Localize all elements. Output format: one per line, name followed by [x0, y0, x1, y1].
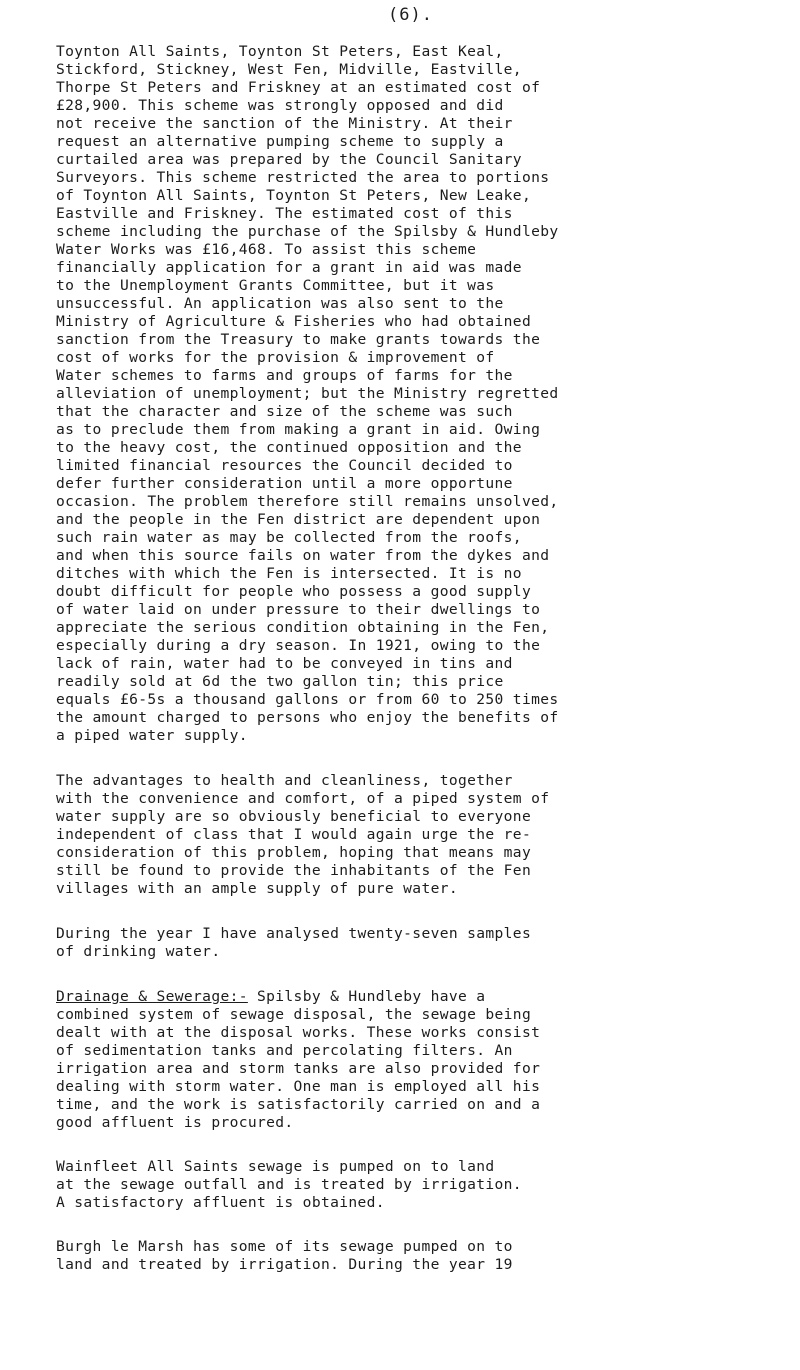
text-line: curtailed area was prepared by the Council Sanitary	[56, 151, 522, 168]
text-line: Water schemes to farms and groups of farms for the	[56, 367, 513, 384]
text-line: a piped water supply.	[56, 727, 248, 744]
text-line: dealing with storm water. One man is employed all his	[56, 1078, 541, 1095]
text-line: to the heavy cost, the continued opposition and the	[56, 439, 522, 456]
text-line: that the character and size of the scheme was such	[56, 403, 513, 420]
text-line: at the sewage outfall and is treated by irrigation.	[56, 1176, 522, 1193]
text-line: villages with an ample supply of pure water.	[56, 880, 458, 897]
text-line: independent of class that I would again urge the re-	[56, 826, 532, 843]
text-line: irrigation area and storm tanks are also provided for	[56, 1060, 541, 1077]
text-line: not receive the sanction of the Ministry. At their	[56, 115, 513, 132]
text-line: Water Works was £16,468. To assist this scheme	[56, 241, 477, 258]
text-line: alleviation of unemployment; but the Ministry regretted	[56, 385, 559, 402]
text-line: time, and the work is satisfactorily carried on and a	[56, 1096, 541, 1113]
text-line: cost of works for the provision & improvement of	[56, 349, 495, 366]
text-line: dealt with at the disposal works. These works consist	[56, 1024, 541, 1041]
text-line: Wainfleet All Saints sewage is pumped on to land	[56, 1158, 495, 1175]
text-line: appreciate the serious condition obtaining in the Fen,	[56, 619, 550, 636]
text-line: to the Unemployment Grants Committee, but it was	[56, 277, 495, 294]
text-line: and when this source fails on water from the dykes and	[56, 547, 550, 564]
text-line: of sedimentation tanks and percolating filters. An	[56, 1042, 513, 1059]
text-line: The advantages to health and cleanliness, together	[56, 772, 513, 789]
page-number: (6).	[388, 5, 433, 25]
text-line: A satisfactory affluent is obtained.	[56, 1194, 385, 1211]
text-line: good affluent is procured.	[56, 1114, 294, 1131]
text-line: Ministry of Agriculture & Fisheries who had obtained	[56, 313, 532, 330]
text-line: land and treated by irrigation. During the year 19	[56, 1256, 513, 1273]
text-line: request an alternative pumping scheme to supply a	[56, 133, 504, 150]
text-line: doubt difficult for people who possess a good supply	[56, 583, 532, 600]
text-line: During the year I have analysed twenty-seven samples	[56, 925, 532, 942]
text-line: £28,900. This scheme was strongly opposed and did	[56, 97, 504, 114]
text-line: Toynton All Saints, Toynton St Peters, East Keal,	[56, 43, 504, 60]
text-line: as to preclude them from making a grant in aid. Owing	[56, 421, 541, 438]
text-line: lack of rain, water had to be conveyed in tins and	[56, 655, 513, 672]
text-line: financially application for a grant in aid was made	[56, 259, 522, 276]
text-line: limited financial resources the Council decided to	[56, 457, 513, 474]
text-line: occasion. The problem therefore still remains unsolved,	[56, 493, 559, 510]
text-line: scheme including the purchase of the Spilsby & Hundleby	[56, 223, 559, 240]
text-line: water supply are so obviously beneficial to everyone	[56, 808, 532, 825]
text-line: readily sold at 6d the two gallon tin; this price	[56, 673, 504, 690]
text-line: the amount charged to persons who enjoy the benefits of	[56, 709, 559, 726]
text-line: of Toynton All Saints, Toynton St Peters, New Leake,	[56, 187, 532, 204]
text-line: Stickford, Stickney, West Fen, Midville, Eastville,	[56, 61, 522, 78]
text-line: of water laid on under pressure to their dwellings to	[56, 601, 541, 618]
text-line: of drinking water.	[56, 943, 221, 960]
text-line: defer further consideration until a more opportune	[56, 475, 513, 492]
text-line: unsuccessful. An application was also sent to the	[56, 295, 504, 312]
text-line: ditches with which the Fen is intersected. It is no	[56, 565, 522, 582]
text-line: especially during a dry season. In 1921, owing to the	[56, 637, 541, 654]
text-line: with the convenience and comfort, of a piped system of	[56, 790, 550, 807]
text-line	[56, 988, 485, 1006]
text-line: such rain water as may be collected from the roofs,	[56, 529, 522, 546]
text-line: still be found to provide the inhabitants of the Fen	[56, 862, 532, 879]
text-line: sanction from the Treasury to make grants towards the	[56, 331, 541, 348]
text-line: Eastville and Friskney. The estimated cost of this	[56, 205, 513, 222]
text-line: Thorpe St Peters and Friskney at an estimated cost of	[56, 79, 541, 96]
text-line: and the people in the Fen district are dependent upon	[56, 511, 541, 528]
section-heading: Drainage & Sewerage:-	[56, 988, 248, 1005]
text-line: consideration of this problem, hoping that means may	[56, 844, 532, 861]
text-line: Burgh le Marsh has some of its sewage pumped on to	[56, 1238, 513, 1255]
heading-line-rest: Spilsby & Hundleby have a	[247, 988, 486, 1005]
text-line: Surveyors. This scheme restricted the area to portions	[56, 169, 550, 186]
text-line: equals £6-5s a thousand gallons or from 60 to 250 times	[56, 691, 559, 708]
text-line: combined system of sewage disposal, the sewage being	[56, 1006, 532, 1023]
